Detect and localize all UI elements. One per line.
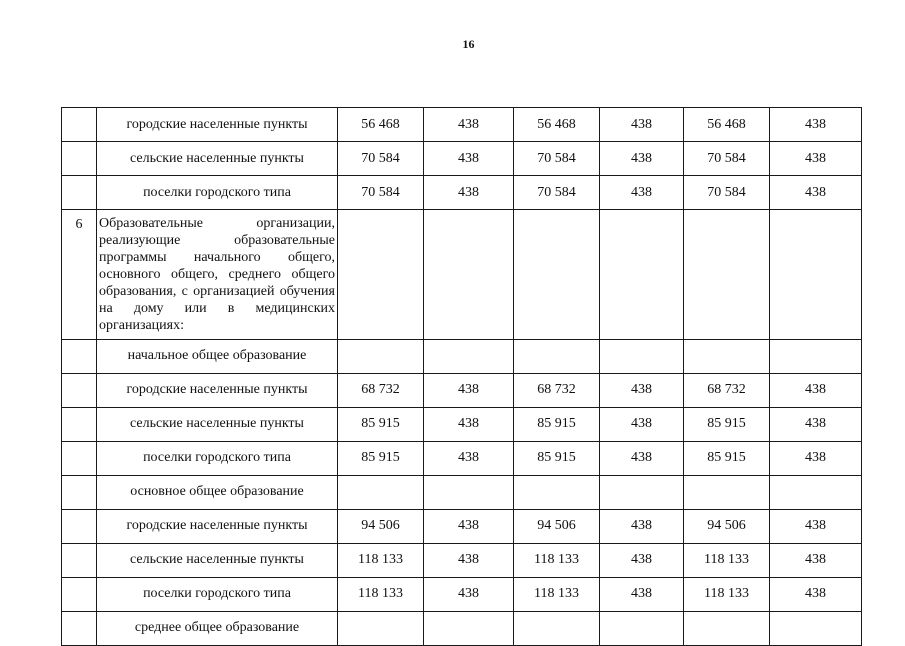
row-number-cell bbox=[62, 543, 97, 577]
amount-cell bbox=[684, 475, 770, 509]
amount-cell: 118 133 bbox=[338, 543, 424, 577]
days-cell: 438 bbox=[770, 577, 862, 611]
subheading-cell: среднее общее образование bbox=[97, 611, 338, 645]
table-row bbox=[62, 176, 862, 210]
amount-cell: 68 732 bbox=[684, 373, 770, 407]
days-cell: 438 bbox=[600, 543, 684, 577]
amount-cell: 70 584 bbox=[514, 176, 600, 210]
days-cell: 438 bbox=[424, 441, 514, 475]
days-cell: 438 bbox=[770, 373, 862, 407]
table-row bbox=[62, 407, 862, 441]
amount-cell: 68 732 bbox=[514, 373, 600, 407]
amount-cell: 85 915 bbox=[338, 407, 424, 441]
amount-cell bbox=[514, 339, 600, 373]
amount-cell: 94 506 bbox=[514, 509, 600, 543]
amount-cell: 70 584 bbox=[338, 176, 424, 210]
row-number-cell bbox=[62, 108, 97, 142]
days-cell: 438 bbox=[770, 407, 862, 441]
days-cell bbox=[600, 210, 684, 340]
row-number-cell bbox=[62, 509, 97, 543]
amount-cell: 118 133 bbox=[684, 543, 770, 577]
amount-cell bbox=[514, 475, 600, 509]
table-row bbox=[62, 373, 862, 407]
amount-cell bbox=[338, 475, 424, 509]
amount-cell: 70 584 bbox=[338, 142, 424, 176]
tariff-table bbox=[61, 107, 862, 646]
amount-cell: 85 915 bbox=[514, 441, 600, 475]
section-title-cell: Образовательные организации, реализующие образовательные программы начального общего, основного общего, среднего общего образования, с организацией обучения на дому или в медицинских организациях: bbox=[97, 210, 338, 340]
locality-type-cell: поселки городского типа bbox=[97, 441, 338, 475]
days-cell bbox=[424, 210, 514, 340]
amount-cell bbox=[338, 210, 424, 340]
amount-cell: 56 468 bbox=[338, 108, 424, 142]
row-number-cell bbox=[62, 142, 97, 176]
days-cell: 438 bbox=[600, 373, 684, 407]
days-cell: 438 bbox=[424, 176, 514, 210]
amount-cell: 85 915 bbox=[684, 407, 770, 441]
days-cell: 438 bbox=[424, 577, 514, 611]
table-row bbox=[62, 441, 862, 475]
amount-cell bbox=[684, 339, 770, 373]
days-cell: 438 bbox=[600, 176, 684, 210]
days-cell: 438 bbox=[770, 108, 862, 142]
days-cell: 438 bbox=[424, 373, 514, 407]
days-cell: 438 bbox=[600, 142, 684, 176]
table-row bbox=[62, 108, 862, 142]
amount-cell: 118 133 bbox=[514, 577, 600, 611]
amount-cell: 56 468 bbox=[514, 108, 600, 142]
days-cell: 438 bbox=[600, 441, 684, 475]
subheading-cell: начальное общее образование bbox=[97, 339, 338, 373]
amount-cell: 85 915 bbox=[684, 441, 770, 475]
amount-cell: 118 133 bbox=[684, 577, 770, 611]
days-cell bbox=[770, 339, 862, 373]
row-number-cell bbox=[62, 339, 97, 373]
amount-cell: 70 584 bbox=[684, 176, 770, 210]
days-cell: 438 bbox=[770, 509, 862, 543]
amount-cell bbox=[684, 210, 770, 340]
amount-cell: 118 133 bbox=[514, 543, 600, 577]
page-number: 16 bbox=[462, 37, 475, 51]
table-row bbox=[62, 543, 862, 577]
days-cell: 438 bbox=[600, 407, 684, 441]
days-cell: 438 bbox=[424, 142, 514, 176]
locality-type-cell: поселки городского типа bbox=[97, 176, 338, 210]
subheading-row bbox=[62, 339, 862, 373]
locality-type-cell: городские населенные пункты bbox=[97, 509, 338, 543]
days-cell: 438 bbox=[770, 543, 862, 577]
row-number-cell bbox=[62, 373, 97, 407]
section-row bbox=[62, 210, 862, 340]
days-cell bbox=[770, 475, 862, 509]
days-cell: 438 bbox=[770, 441, 862, 475]
days-cell: 438 bbox=[600, 577, 684, 611]
row-number-cell bbox=[62, 475, 97, 509]
amount-cell: 94 506 bbox=[684, 509, 770, 543]
amount-cell: 56 468 bbox=[684, 108, 770, 142]
table-row bbox=[62, 509, 862, 543]
days-cell bbox=[600, 475, 684, 509]
row-number-cell bbox=[62, 407, 97, 441]
amount-cell: 70 584 bbox=[684, 142, 770, 176]
subheading-row bbox=[62, 475, 862, 509]
days-cell: 438 bbox=[600, 509, 684, 543]
days-cell: 438 bbox=[424, 509, 514, 543]
days-cell bbox=[424, 475, 514, 509]
days-cell bbox=[424, 339, 514, 373]
days-cell: 438 bbox=[424, 543, 514, 577]
table-row bbox=[62, 577, 862, 611]
locality-type-cell: городские населенные пункты bbox=[97, 373, 338, 407]
locality-type-cell: сельские населенные пункты bbox=[97, 543, 338, 577]
amount-cell: 118 133 bbox=[338, 577, 424, 611]
days-cell bbox=[770, 210, 862, 340]
amount-cell bbox=[514, 210, 600, 340]
locality-type-cell: поселки городского типа bbox=[97, 577, 338, 611]
subheading-cell: основное общее образование bbox=[97, 475, 338, 509]
amount-cell: 68 732 bbox=[338, 373, 424, 407]
row-number-cell bbox=[62, 441, 97, 475]
days-cell: 438 bbox=[770, 142, 862, 176]
days-cell: 438 bbox=[600, 108, 684, 142]
locality-type-cell: городские населенные пункты bbox=[97, 108, 338, 142]
row-number-cell bbox=[62, 176, 97, 210]
amount-cell: 70 584 bbox=[514, 142, 600, 176]
locality-type-cell: сельские населенные пункты bbox=[97, 407, 338, 441]
days-cell: 438 bbox=[770, 176, 862, 210]
row-number-cell: 6 bbox=[62, 210, 97, 340]
days-cell: 438 bbox=[424, 108, 514, 142]
amount-cell: 85 915 bbox=[338, 441, 424, 475]
amount-cell bbox=[338, 339, 424, 373]
days-cell bbox=[600, 339, 684, 373]
days-cell: 438 bbox=[424, 407, 514, 441]
table-body bbox=[62, 108, 862, 646]
amount-cell: 85 915 bbox=[514, 407, 600, 441]
table-row bbox=[62, 142, 862, 176]
amount-cell: 94 506 bbox=[338, 509, 424, 543]
row-number-cell bbox=[62, 577, 97, 611]
locality-type-cell: сельские населенные пункты bbox=[97, 142, 338, 176]
